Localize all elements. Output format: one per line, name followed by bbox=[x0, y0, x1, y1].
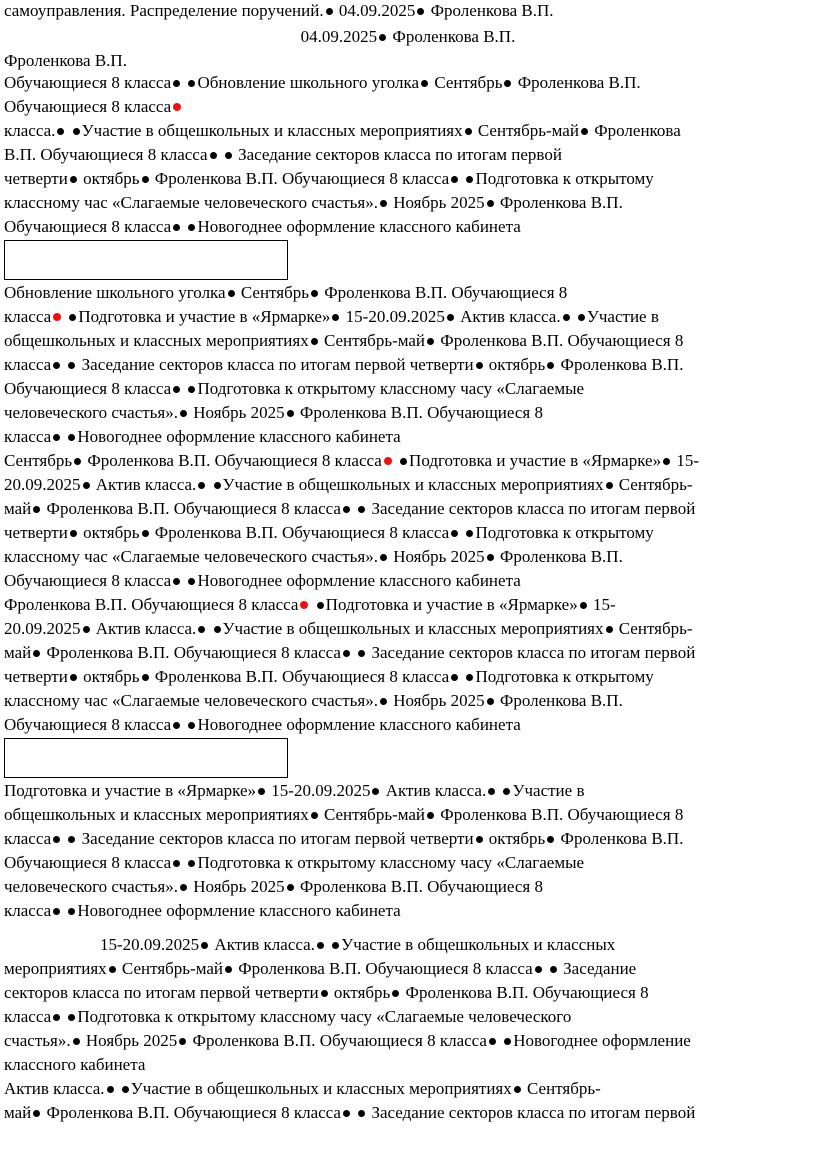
text-line: человеческого счастья». Ноябрь 2025 Фроленкова В.П. Обучающиеся 8 bbox=[4, 403, 543, 422]
bullet-icon bbox=[68, 434, 75, 441]
bullet-icon bbox=[311, 812, 318, 819]
bullet-icon bbox=[33, 1110, 40, 1117]
text-line: Обучающиеся 8 класса Подготовка к открытому классному часу «Слагаемые bbox=[4, 379, 585, 398]
text-line: класса Заседание секторов класса по итогам первой четверти октябрь Фроленкова В.П. bbox=[4, 355, 684, 374]
text-line: Сентябрь Фроленкова В.П. Обучающиеся 8 класса Подготовка и участие в «Ярмарке» 15- bbox=[4, 451, 699, 470]
bullet-icon bbox=[188, 386, 195, 393]
bullet-icon bbox=[317, 602, 324, 609]
bullet-icon bbox=[188, 80, 195, 87]
bullet-icon bbox=[606, 482, 613, 489]
bullet-icon bbox=[535, 966, 542, 973]
bullet-icon bbox=[487, 200, 494, 207]
bullet-icon bbox=[358, 1110, 365, 1117]
bullet-icon bbox=[53, 313, 61, 321]
text-line: четверти октябрь Фроленкова В.П. Обучающиеся 8 класса Подготовка к открытому bbox=[4, 523, 654, 542]
bullet-icon bbox=[188, 722, 195, 729]
bullet-icon bbox=[427, 812, 434, 819]
text-line: май Фроленкова В.П. Обучающиеся 8 класса Заседание секторов класса по итогам первой bbox=[4, 1103, 696, 1122]
bullet-icon bbox=[68, 1014, 75, 1021]
bullet-icon bbox=[466, 674, 473, 681]
text-line: секторов класса по итогам первой четверти октябрь Фроленкова В.П. Обучающиеся 8 bbox=[4, 983, 649, 1002]
bullet-icon bbox=[68, 362, 75, 369]
text-line: классному час «Слагаемые человеческого счастья». Ноябрь 2025 Фроленкова В.П. bbox=[4, 691, 623, 710]
text-line: счастья». Ноябрь 2025 Фроленкова В.П. Обучающиеся 8 класса Новогоднее оформление bbox=[4, 1031, 691, 1050]
bullet-icon bbox=[173, 578, 180, 585]
text-line: классному час «Слагаемые человеческого счастья». Ноябрь 2025 Фроленкова В.П. bbox=[4, 193, 623, 212]
bullet-icon bbox=[179, 1038, 186, 1045]
bullet-icon bbox=[332, 314, 339, 321]
text-line: общешкольных и классных мероприятиях Сентябрь-май Фроленкова В.П. Обучающиеся 8 bbox=[4, 331, 684, 350]
text-line: 20.09.2025 Актив класса. Участие в общешкольных и классных мероприятиях Сентябрь- bbox=[4, 619, 693, 638]
bullet-icon bbox=[447, 314, 454, 321]
bullet-icon bbox=[488, 788, 495, 795]
bullet-icon bbox=[225, 966, 232, 973]
bullet-icon bbox=[109, 966, 116, 973]
bullet-icon bbox=[83, 482, 90, 489]
text-line: В.П. Обучающиеся 8 класса Заседание секторов класса по итогам первой bbox=[4, 145, 562, 164]
text-line: класса. Участие в общешкольных и классных мероприятиях Сентябрь-май Фроленкова bbox=[4, 121, 681, 140]
text-line: Обучающиеся 8 класса Новогоднее оформление классного кабинета bbox=[4, 715, 521, 734]
bullet-icon bbox=[487, 554, 494, 561]
text-line: самоуправления. Распределение поручений. 04.09.2025 Фроленкова В.П. bbox=[4, 1, 554, 20]
bullet-icon bbox=[400, 458, 407, 465]
text-line: май Фроленкова В.П. Обучающиеся 8 класса Заседание секторов класса по итогам первой bbox=[4, 499, 696, 518]
bullet-icon bbox=[70, 530, 77, 537]
bullet-icon bbox=[384, 457, 392, 465]
bullet-icon bbox=[580, 602, 587, 609]
bullet-icon bbox=[466, 530, 473, 537]
bullet-icon bbox=[198, 626, 205, 633]
bullet-icon bbox=[451, 530, 458, 537]
bullet-icon bbox=[188, 578, 195, 585]
text-line: класса Подготовка и участие в «Ярмарке» 15-20.09.2025 Актив класса. Участие в bbox=[4, 307, 659, 326]
text-line: Фроленкова В.П. bbox=[4, 51, 127, 70]
bullet-icon bbox=[392, 990, 399, 997]
text-line: общешкольных и классных мероприятиях Сентябрь-май Фроленкова В.П. Обучающиеся 8 bbox=[4, 805, 684, 824]
bullet-icon bbox=[258, 788, 265, 795]
bullet-icon bbox=[358, 506, 365, 513]
bullet-icon bbox=[427, 338, 434, 345]
bullet-icon bbox=[547, 362, 554, 369]
bullet-icon bbox=[74, 458, 81, 465]
bullet-icon bbox=[68, 836, 75, 843]
bullet-icon bbox=[173, 386, 180, 393]
bullet-icon bbox=[180, 884, 187, 891]
text-line: класса Подготовка к открытому классному часу «Слагаемые человеческого bbox=[4, 1007, 572, 1026]
bullet-icon bbox=[476, 362, 483, 369]
bullet-icon bbox=[417, 8, 424, 15]
bullet-icon bbox=[343, 1110, 350, 1117]
bullet-icon bbox=[69, 314, 76, 321]
bullet-icon bbox=[581, 128, 588, 135]
bullet-icon bbox=[201, 942, 208, 949]
bullet-icon bbox=[142, 176, 149, 183]
bullet-icon bbox=[358, 650, 365, 657]
text-line: класса Новогоднее оформление классного кабинета bbox=[4, 427, 401, 446]
text-line: Обучающиеся 8 класса Подготовка к открытому классному часу «Слагаемые bbox=[4, 853, 585, 872]
text-line: Обучающиеся 8 класса Новогоднее оформление классного кабинета bbox=[4, 217, 521, 236]
bullet-icon bbox=[489, 1038, 496, 1045]
bullet-icon bbox=[451, 176, 458, 183]
bullet-icon bbox=[514, 1086, 521, 1093]
text-line: Обучающиеся 8 класса Обновление школьного уголка Сентябрь Фроленкова В.П. bbox=[4, 73, 641, 92]
bullet-icon bbox=[332, 942, 339, 949]
bullet-icon bbox=[122, 1086, 129, 1093]
bullet-icon bbox=[142, 530, 149, 537]
bullet-icon bbox=[225, 152, 232, 159]
bullet-icon bbox=[343, 506, 350, 513]
bullet-icon bbox=[107, 1086, 114, 1093]
bullet-icon bbox=[68, 908, 75, 915]
text-line: 15-20.09.2025 Актив класса. Участие в общешкольных и классных bbox=[100, 935, 616, 954]
text-line: Фроленкова В.П. Обучающиеся 8 класса Подготовка и участие в «Ярмарке» 15- bbox=[4, 595, 616, 614]
text-line: Актив класса. Участие в общешкольных и классных мероприятиях Сентябрь- bbox=[4, 1079, 601, 1098]
bullet-icon bbox=[578, 314, 585, 321]
bullet-icon bbox=[210, 152, 217, 159]
text-line: класса Новогоднее оформление классного кабинета bbox=[4, 901, 401, 920]
bullet-icon bbox=[83, 626, 90, 633]
bullet-icon bbox=[503, 788, 510, 795]
bullet-icon bbox=[287, 884, 294, 891]
bullet-icon bbox=[504, 80, 511, 87]
bullet-icon bbox=[465, 128, 472, 135]
bullet-icon bbox=[53, 434, 60, 441]
bullet-icon bbox=[550, 966, 557, 973]
empty-table-cell bbox=[4, 738, 288, 778]
text-line: классному час «Слагаемые человеческого счастья». Ноябрь 2025 Фроленкова В.П. bbox=[4, 547, 623, 566]
text-line: Подготовка и участие в «Ярмарке» 15-20.09.2025 Актив класса. Участие в bbox=[4, 781, 585, 800]
bullet-icon bbox=[228, 290, 235, 297]
bullet-icon bbox=[466, 176, 473, 183]
bullet-icon bbox=[663, 458, 670, 465]
bullet-icon bbox=[547, 836, 554, 843]
text-line: человеческого счастья». Ноябрь 2025 Фроленкова В.П. Обучающиеся 8 bbox=[4, 877, 543, 896]
bullet-icon bbox=[73, 1038, 80, 1045]
bullet-icon bbox=[317, 942, 324, 949]
text-line: Обучающиеся 8 класса bbox=[4, 96, 812, 118]
bullet-icon bbox=[487, 698, 494, 705]
text-line: класса Заседание секторов класса по итогам первой четверти октябрь Фроленкова В.П. bbox=[4, 829, 684, 848]
bullet-icon bbox=[380, 698, 387, 705]
text-line: четверти октябрь Фроленкова В.П. Обучающиеся 8 класса Подготовка к открытому bbox=[4, 667, 654, 686]
bullet-icon bbox=[214, 626, 221, 633]
bullet-icon bbox=[311, 338, 318, 345]
bullet-icon bbox=[451, 674, 458, 681]
text-line: Обучающиеся 8 класса Новогоднее оформление классного кабинета bbox=[4, 571, 521, 590]
bullet-icon bbox=[379, 34, 386, 41]
bullet-icon bbox=[188, 224, 195, 231]
empty-table-cell bbox=[4, 240, 288, 280]
bullet-icon bbox=[321, 990, 328, 997]
bullet-icon bbox=[421, 80, 428, 87]
bullet-icon bbox=[57, 128, 64, 135]
bullet-icon bbox=[173, 80, 180, 87]
bullet-icon bbox=[53, 1014, 60, 1021]
bullet-icon bbox=[198, 482, 205, 489]
text-line: май Фроленкова В.П. Обучающиеся 8 класса Заседание секторов класса по итогам первой bbox=[4, 643, 696, 662]
bullet-icon bbox=[33, 650, 40, 657]
bullet-icon bbox=[53, 836, 60, 843]
bullet-icon bbox=[380, 554, 387, 561]
bullet-icon bbox=[300, 601, 308, 609]
bullet-icon bbox=[173, 103, 181, 111]
bullet-icon bbox=[173, 860, 180, 867]
bullet-icon bbox=[173, 722, 180, 729]
text-line: четверти октябрь Фроленкова В.П. Обучающиеся 8 класса Подготовка к открытому bbox=[4, 169, 654, 188]
text-line: классного кабинета bbox=[4, 1055, 146, 1074]
bullet-icon bbox=[73, 128, 80, 135]
bullet-icon bbox=[173, 224, 180, 231]
text-line: Обновление школьного уголка Сентябрь Фроленкова В.П. Обучающиеся 8 bbox=[4, 283, 568, 302]
bullet-icon bbox=[606, 626, 613, 633]
bullet-icon bbox=[326, 8, 333, 15]
bullet-icon bbox=[214, 482, 221, 489]
bullet-icon bbox=[142, 674, 149, 681]
bullet-icon bbox=[188, 860, 195, 867]
bullet-icon bbox=[563, 314, 570, 321]
bullet-icon bbox=[70, 176, 77, 183]
bullet-icon bbox=[33, 506, 40, 513]
bullet-icon bbox=[287, 410, 294, 417]
bullet-icon bbox=[476, 836, 483, 843]
bullet-icon bbox=[311, 290, 318, 297]
bullet-icon bbox=[372, 788, 379, 795]
text-line: мероприятиях Сентябрь-май Фроленкова В.П. Обучающиеся 8 класса Заседание bbox=[4, 959, 637, 978]
text-line: 20.09.2025 Актив класса. Участие в общешкольных и классных мероприятиях Сентябрь- bbox=[4, 475, 693, 494]
bullet-icon bbox=[70, 674, 77, 681]
bullet-icon bbox=[53, 908, 60, 915]
bullet-icon bbox=[504, 1038, 511, 1045]
bullet-icon bbox=[380, 200, 387, 207]
bullet-icon bbox=[53, 362, 60, 369]
text-line: 04.09.2025 Фроленкова В.П. bbox=[300, 27, 516, 46]
bullet-icon bbox=[343, 650, 350, 657]
bullet-icon bbox=[180, 410, 187, 417]
